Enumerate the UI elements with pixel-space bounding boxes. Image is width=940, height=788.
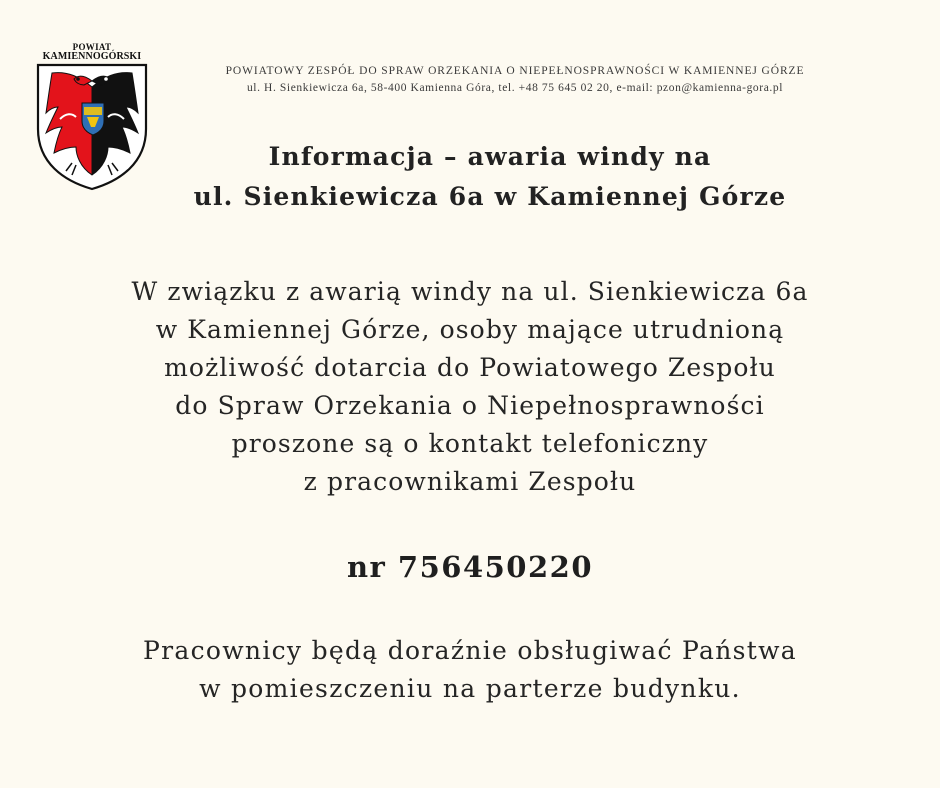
announcement-title (130, 137, 850, 217)
title-line: ul. Sienkiewicza 6a w Kamiennej Górze (193, 182, 787, 211)
body-line: możliwość dotarcia do Powiatowego Zespołu (164, 353, 776, 382)
crest-caption-powiat: POWIAT (72, 42, 112, 52)
letterhead (170, 63, 860, 97)
body-line: W związku z awarią windy na ul. Sienkiewicza 6a (131, 277, 809, 306)
organization-address: ul. H. Sienkiewicza 6a, 58-400 Kamienna Góra, tel. +48 75 645 02 20, e-mail: pzon@kamienna-gora.pl (246, 82, 784, 94)
phone-number: nr 756450220 (346, 550, 594, 584)
footer-line: Pracownicy będą doraźnie obsługiwać Państwa (143, 636, 797, 665)
body-line: proszone są o kontakt telefoniczny (231, 429, 709, 458)
announcement-body (20, 273, 920, 501)
body-line: do Spraw Orzekania o Niepełnosprawności (175, 391, 765, 420)
title-line: Informacja – awaria windy na (268, 142, 712, 171)
body-line: w Kamiennej Górze, osoby mające utrudnioną (155, 315, 785, 344)
announcement-footer (20, 632, 920, 708)
body-line: z pracownikami Zespołu (303, 467, 637, 496)
footer-line: w pomieszczeniu na parterze budynku. (199, 674, 741, 703)
crest-caption-name: KAMIENNOGÓRSKI (42, 51, 142, 62)
organization-name: POWIATOWY ZESPÓŁ DO SPRAW ORZEKANIA O NIEPEŁNOSPRAWNOŚCI W KAMIENNEJ GÓRZE (225, 65, 805, 77)
